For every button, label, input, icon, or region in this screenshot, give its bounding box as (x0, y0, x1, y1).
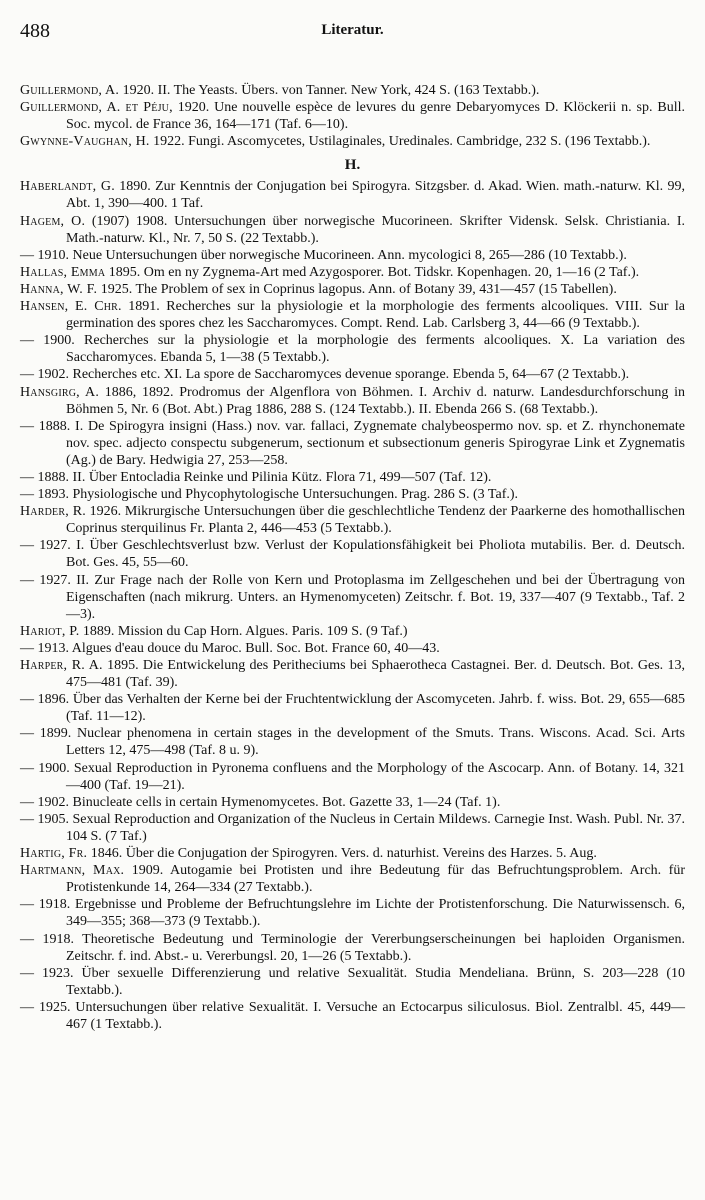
bibliography-entry (20, 384, 685, 418)
page-header (20, 20, 685, 46)
entry-author: Hanna, W. F. (20, 281, 98, 297)
bibliography-entry (20, 213, 685, 247)
entry-text: 1895. Die Entwickelung des Peritheciums bei Sphaerotheca Castagnei. Ber. d. Deutsch. Bot. Ges. 13, 475—481 (Taf. 39). (66, 658, 685, 691)
entry-author: Hartmann, Max. (20, 863, 125, 879)
entry-text: — 1918. Ergebnisse und Probleme der Befruchtungslehre im Lichte der Protistenforschung. Die Naturwissensch. 6, 349—355; 368—373 (9 Textabb.). (20, 897, 685, 930)
entry-author: Guillermond, A. (20, 83, 120, 98)
bibliography-entry (20, 794, 685, 811)
entry-author: Guillermond, A. et Péju, (20, 100, 173, 116)
bibliography-entry (20, 623, 685, 640)
bibliography-entry (20, 418, 685, 469)
bibliography-entry (20, 572, 685, 623)
bibliography-entry (20, 332, 685, 366)
bibliography-entry (20, 82, 685, 99)
bibliography-entry (20, 264, 685, 281)
bibliography-entry (20, 760, 685, 794)
bibliography-entry (20, 486, 685, 503)
entry-text: — 1893. Physiologische und Phycophytologische Untersuchungen. Prag. 286 S. (3 Taf.). (20, 487, 519, 503)
bibliography-entry (20, 366, 685, 383)
bibliography-entry (20, 133, 685, 150)
entry-text: 1846. Über die Conjugation der Spirogyren. Vers. d. naturhist. Vereins des Harzes. 5. Aug. (87, 846, 597, 862)
entry-author: Hagem, O. (20, 213, 86, 229)
entry-text: — 1923. Über sexuelle Differenzierung und relative Sexualität. Studia Mendeliana. Brünn, S. 203—228 (10 Textabb.). (20, 965, 685, 998)
entry-author: Hariot, P. (20, 623, 80, 639)
entry-author: Hartig, Fr. (20, 846, 88, 862)
entry-text: — 1913. Algues d'eau douce du Maroc. Bull. Soc. Bot. France 60, 40—43. (20, 640, 440, 656)
entry-text: 1895. Om en ny Zygnema-Art med Azygosporer. Bot. Tidskr. Kopenhagen. 20, 1—16 (2 Taf.). (105, 264, 640, 280)
bibliography-entry (20, 298, 685, 332)
bibliography-entry (20, 725, 685, 759)
entry-text: — 1910. Neue Untersuchungen über norwegische Mucorineen. Ann. mycologici 8, 265—286 (10 Textabb.). (20, 247, 627, 263)
bibliography-entry (20, 931, 685, 965)
entry-text: 1926. Mikrurgische Untersuchungen über die geschlechtliche Tendenz der Paarkerne des homothallischen Coprinus sterquilinus Fr. Planta 2, 446—453 (5 Textabb.). (66, 504, 686, 537)
entry-text: 1886, 1892. Prodromus der Algenflora von Böhmen. I. Archiv d. naturw. Landesdurchforschung in Böhmen 5, Nr. 6 (Bot. Abt.) Prag 1886, 288 S. (124 Textabb.). II. Ebenda 266 S. (68 Textabb.). (66, 384, 686, 417)
bibliography-entry (20, 999, 685, 1033)
entry-text: — 1918. Theoretische Bedeutung und Terminologie der Vererbungserscheinungen bei haploiden Organismen. Zeitschr. f. ind. Abst.- u. Vererbungsl. 20, 1—26 (5 Textabb.). (20, 931, 685, 964)
bibliography-entry (20, 281, 685, 298)
entry-text: 1889. Mission du Cap Horn. Algues. Paris. 109 S. (9 Taf.) (79, 623, 408, 639)
bibliography-entry (20, 99, 685, 133)
entry-text: 1909. Autogamie bei Protisten und ihre Bedeutung für das Befruchtungsproblem. Arch. für Protistenkunde 14, 264—334 (27 Textabb.). (66, 863, 685, 896)
bibliography-entry (20, 845, 685, 862)
entries-h (20, 178, 685, 1033)
entry-text: — 1927. II. Zur Frage nach der Rolle von Kern und Protoplasma im Zellgeschehen und bei der Übertragung von Eigenschaften (nach mikrurg. Unters. an Hymenomyceten) Zeitschr. f. Bot. 19, 337—407 (9 Textabb., Taf. 2—3). (20, 572, 685, 622)
entry-text: 1891. Recherches sur la physiologie et la morphologie des ferments alcooliques. VIII. Sur la germination des spores chez les Saccharomyces. Compt. Rend. Lab. Carlsberg 3, 44—66 (9 Textabb.). (66, 299, 685, 332)
bibliography-entry (20, 178, 685, 212)
entry-text: 1922. Fungi. Ascomycetes, Ustilaginales, Uredinales. Cambridge, 232 S. (196 Textabb.). (149, 134, 651, 150)
entry-author: Hallas, Emma (20, 264, 106, 280)
bibliography-entry (20, 691, 685, 725)
page-number: 488 (20, 20, 50, 42)
bibliography-entry (20, 640, 685, 657)
bibliography-entry (20, 503, 685, 537)
bibliography-entry (20, 469, 685, 486)
bibliography-entry (20, 965, 685, 999)
bibliography-entry (20, 247, 685, 264)
entry-text: — 1899. Nuclear phenomena in certain stages in the development of the Smuts. Trans. Wiscons. Acad. Sci. Arts Letters 12, 475—498 (Taf. 8 u. 9). (20, 726, 685, 759)
entry-text: 1920. Une nouvelle espèce de levures du genre Debaryomyces D. Klöckerii n. sp. Bull. Soc. mycol. de France 36, 164—171 (Taf. 6—10). (66, 100, 686, 133)
bibliography-entry (20, 811, 685, 845)
entry-author: Gwynne-Vaughan, H. (20, 134, 150, 150)
entry-author: Harder, R. (20, 504, 87, 520)
bibliography-entry (20, 537, 685, 571)
entry-text: (1907) 1908. Untersuchungen über norwegische Mucorineen. Skrifter Vidensk. Selsk. Christiania. I. Math.-naturw. Kl., Nr. 7, 50 S. (22 Textabb.). (66, 213, 685, 246)
entry-text: — 1896. Über das Verhalten der Kerne bei der Fruchtentwicklung der Ascomyceten. Jahrb. f. wiss. Bot. 29, 655—685 (Taf. 11—12). (20, 692, 685, 725)
section-letter: H. (344, 157, 361, 174)
bibliography-entry (20, 896, 685, 930)
entry-text: — 1900. Sexual Reproduction in Pyronema confluens and the Morphology of the Ascocarp. Ann. of Botany. 14, 321—400 (Taf. 19—21). (20, 760, 685, 793)
entry-text: — 1902. Recherches etc. XI. La spore de Saccharomyces devenue sporange. Ebenda 5, 64—67 (2 Textabb.). (20, 367, 630, 383)
bibliography-entry (20, 862, 685, 896)
entries-g (20, 82, 685, 150)
entry-text: 1925. The Problem of sex in Coprinus lagopus. Ann. of Botany 39, 431—457 (15 Tabellen). (97, 281, 617, 297)
bibliography (20, 82, 685, 1033)
entry-text: — 1888. II. Über Entocladia Reinke und Pilinia Kütz. Flora 71, 499—507 (Taf. 12). (20, 469, 492, 485)
entry-text: — 1900. Recherches sur la physiologie et la morphologie des ferments alcooliques. X. La variation des Saccharomyces. Ebanda 5, 1—38 (5 Textabb.). (20, 333, 685, 366)
entry-author: Hansgirg, A. (20, 384, 100, 400)
running-title: Literatur. (321, 22, 384, 38)
entry-author: Harper, R. A. (20, 658, 103, 673)
entry-author: Haberlandt, G. (20, 179, 115, 195)
bibliography-entry (20, 657, 685, 691)
entry-author: Hansen, E. Chr. (20, 299, 122, 315)
entry-text: — 1888. I. De Spirogyra insigni (Hass.) nov. var. fallaci, Zygnemate chalybeospermo nov. sp. et Z. rhynchonemate nov. spec. adjecto conspectu subgenerum, sectionum et subsectionum generis Spirogyrae Link et Zygnematis (Ag.) de Bary. Hedwigia 27, 253—258. (20, 418, 685, 468)
entry-text: — 1925. Untersuchungen über relative Sexualität. I. Versuche an Ectocarpus siliculosus. Biol. Zentralbl. 45, 449—467 (1 Textabb.). (20, 999, 685, 1032)
entry-text: 1920. II. The Yeasts. Übers. von Tanner. New York, 424 S. (163 Textabb.). (119, 83, 540, 98)
entry-text: — 1902. Binucleate cells in certain Hymenomycetes. Bot. Gazette 33, 1—24 (Taf. 1). (20, 794, 501, 810)
entry-text: — 1927. I. Über Geschlechtsverlust bzw. Verlust der Kopulationsfähigkeit bei Pholiota mutabilis. Ber. d. Deutsch. Bot. Ges. 45, 55—60. (20, 538, 685, 571)
entry-text: — 1905. Sexual Reproduction and Organization of the Nucleus in Certain Mildews. Carnegie Inst. Wash. Publ. Nr. 37. 104 S. (7 Taf.) (20, 811, 685, 844)
entry-text: 1890. Zur Kenntnis der Conjugation bei Spirogyra. Sitzgsber. d. Akad. Wien. math.-naturw. Kl. 99, Abt. 1, 390—400. 1 Taf. (66, 179, 685, 212)
